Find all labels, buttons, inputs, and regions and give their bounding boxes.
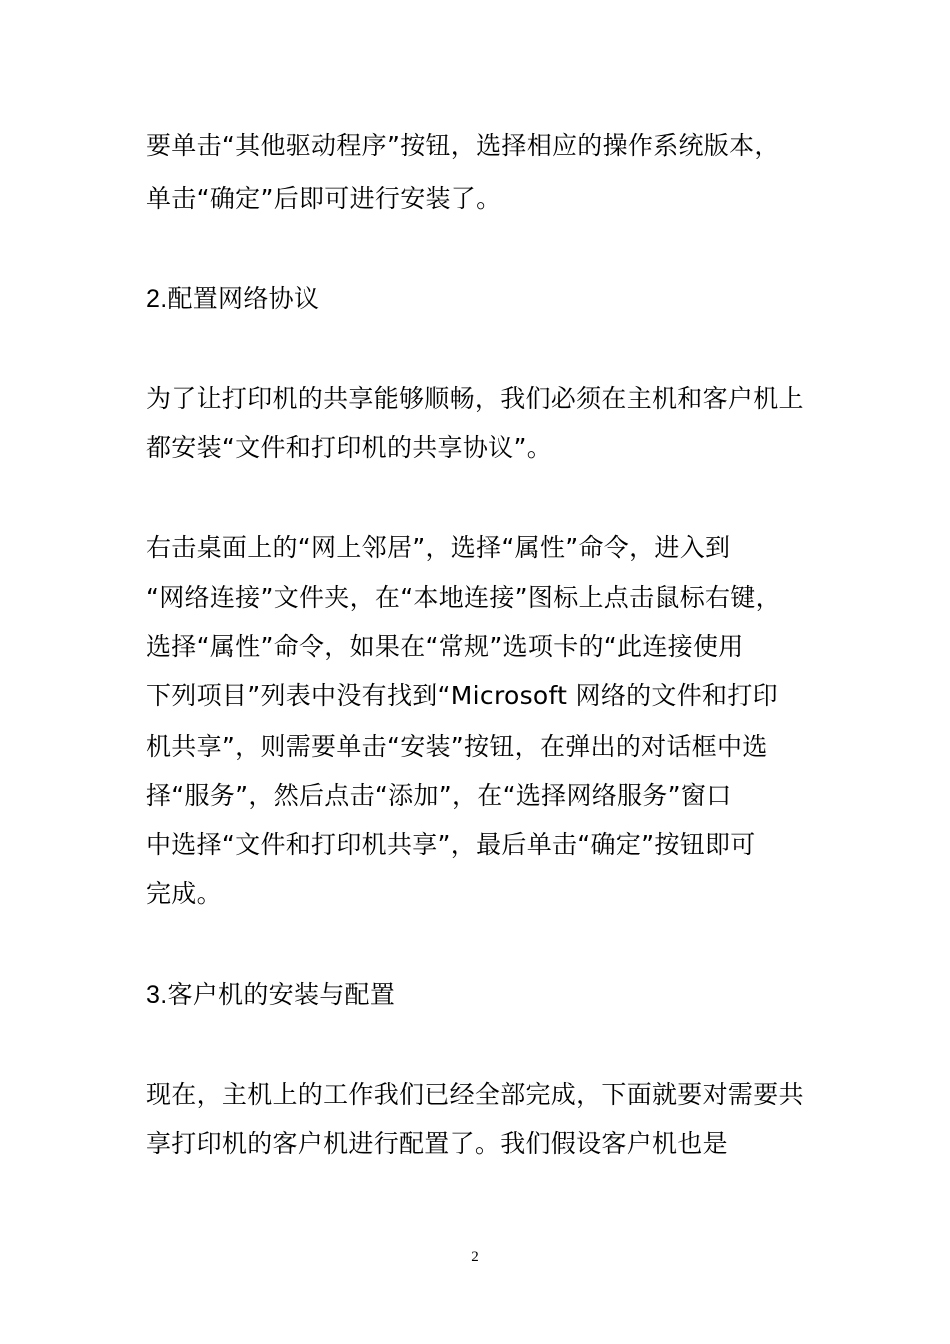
paragraph-line: “网络连接”文件夹，在“本地连接”图标上点击鼠标右键， — [146, 583, 781, 612]
paragraph-line: 为了让打印机的共享能够顺畅，我们必须在主机和客户机上 — [146, 384, 804, 413]
paragraph-line: 现在，主机上的工作我们已经全部完成，下面就要对需要共 — [146, 1080, 804, 1109]
paragraph-line: 机共享”，则需要单击“安装”按钮，在弹出的对话框中选 — [146, 732, 768, 761]
paragraph-line: 右击桌面上的“网上邻居”，选择“属性”命令，进入到 — [146, 533, 731, 562]
paragraph-line: 都安装“文件和打印机的共享协议”。 — [146, 433, 553, 462]
paragraph-line: 单击“确定”后即可进行安装了。 — [146, 184, 502, 213]
paragraph-line: 中选择“文件和打印机共享”，最后单击“确定”按钮即可 — [146, 830, 756, 859]
paragraph-line: 完成。 — [146, 879, 222, 908]
section-heading: 2.配置网络协议 — [146, 285, 320, 313]
paragraph-line: 享打印机的客户机进行配置了。我们假设客户机也是 — [146, 1129, 728, 1158]
paragraph-line: 选择“属性”命令，如果在“常规”选项卡的“此连接使用 — [146, 632, 744, 661]
paragraph-line: 下列项目”列表中没有找到“Microsoft 网络的文件和打印 — [146, 681, 778, 710]
section-heading: 3.客户机的安装与配置 — [146, 981, 396, 1009]
page-number: 2 — [471, 1249, 479, 1265]
paragraph-line: 要单击“其他驱动程序”按钮，选择相应的操作系统版本， — [146, 131, 780, 160]
paragraph-line: 择“服务”，然后点击“添加”，在“选择网络服务”窗口 — [146, 781, 732, 810]
